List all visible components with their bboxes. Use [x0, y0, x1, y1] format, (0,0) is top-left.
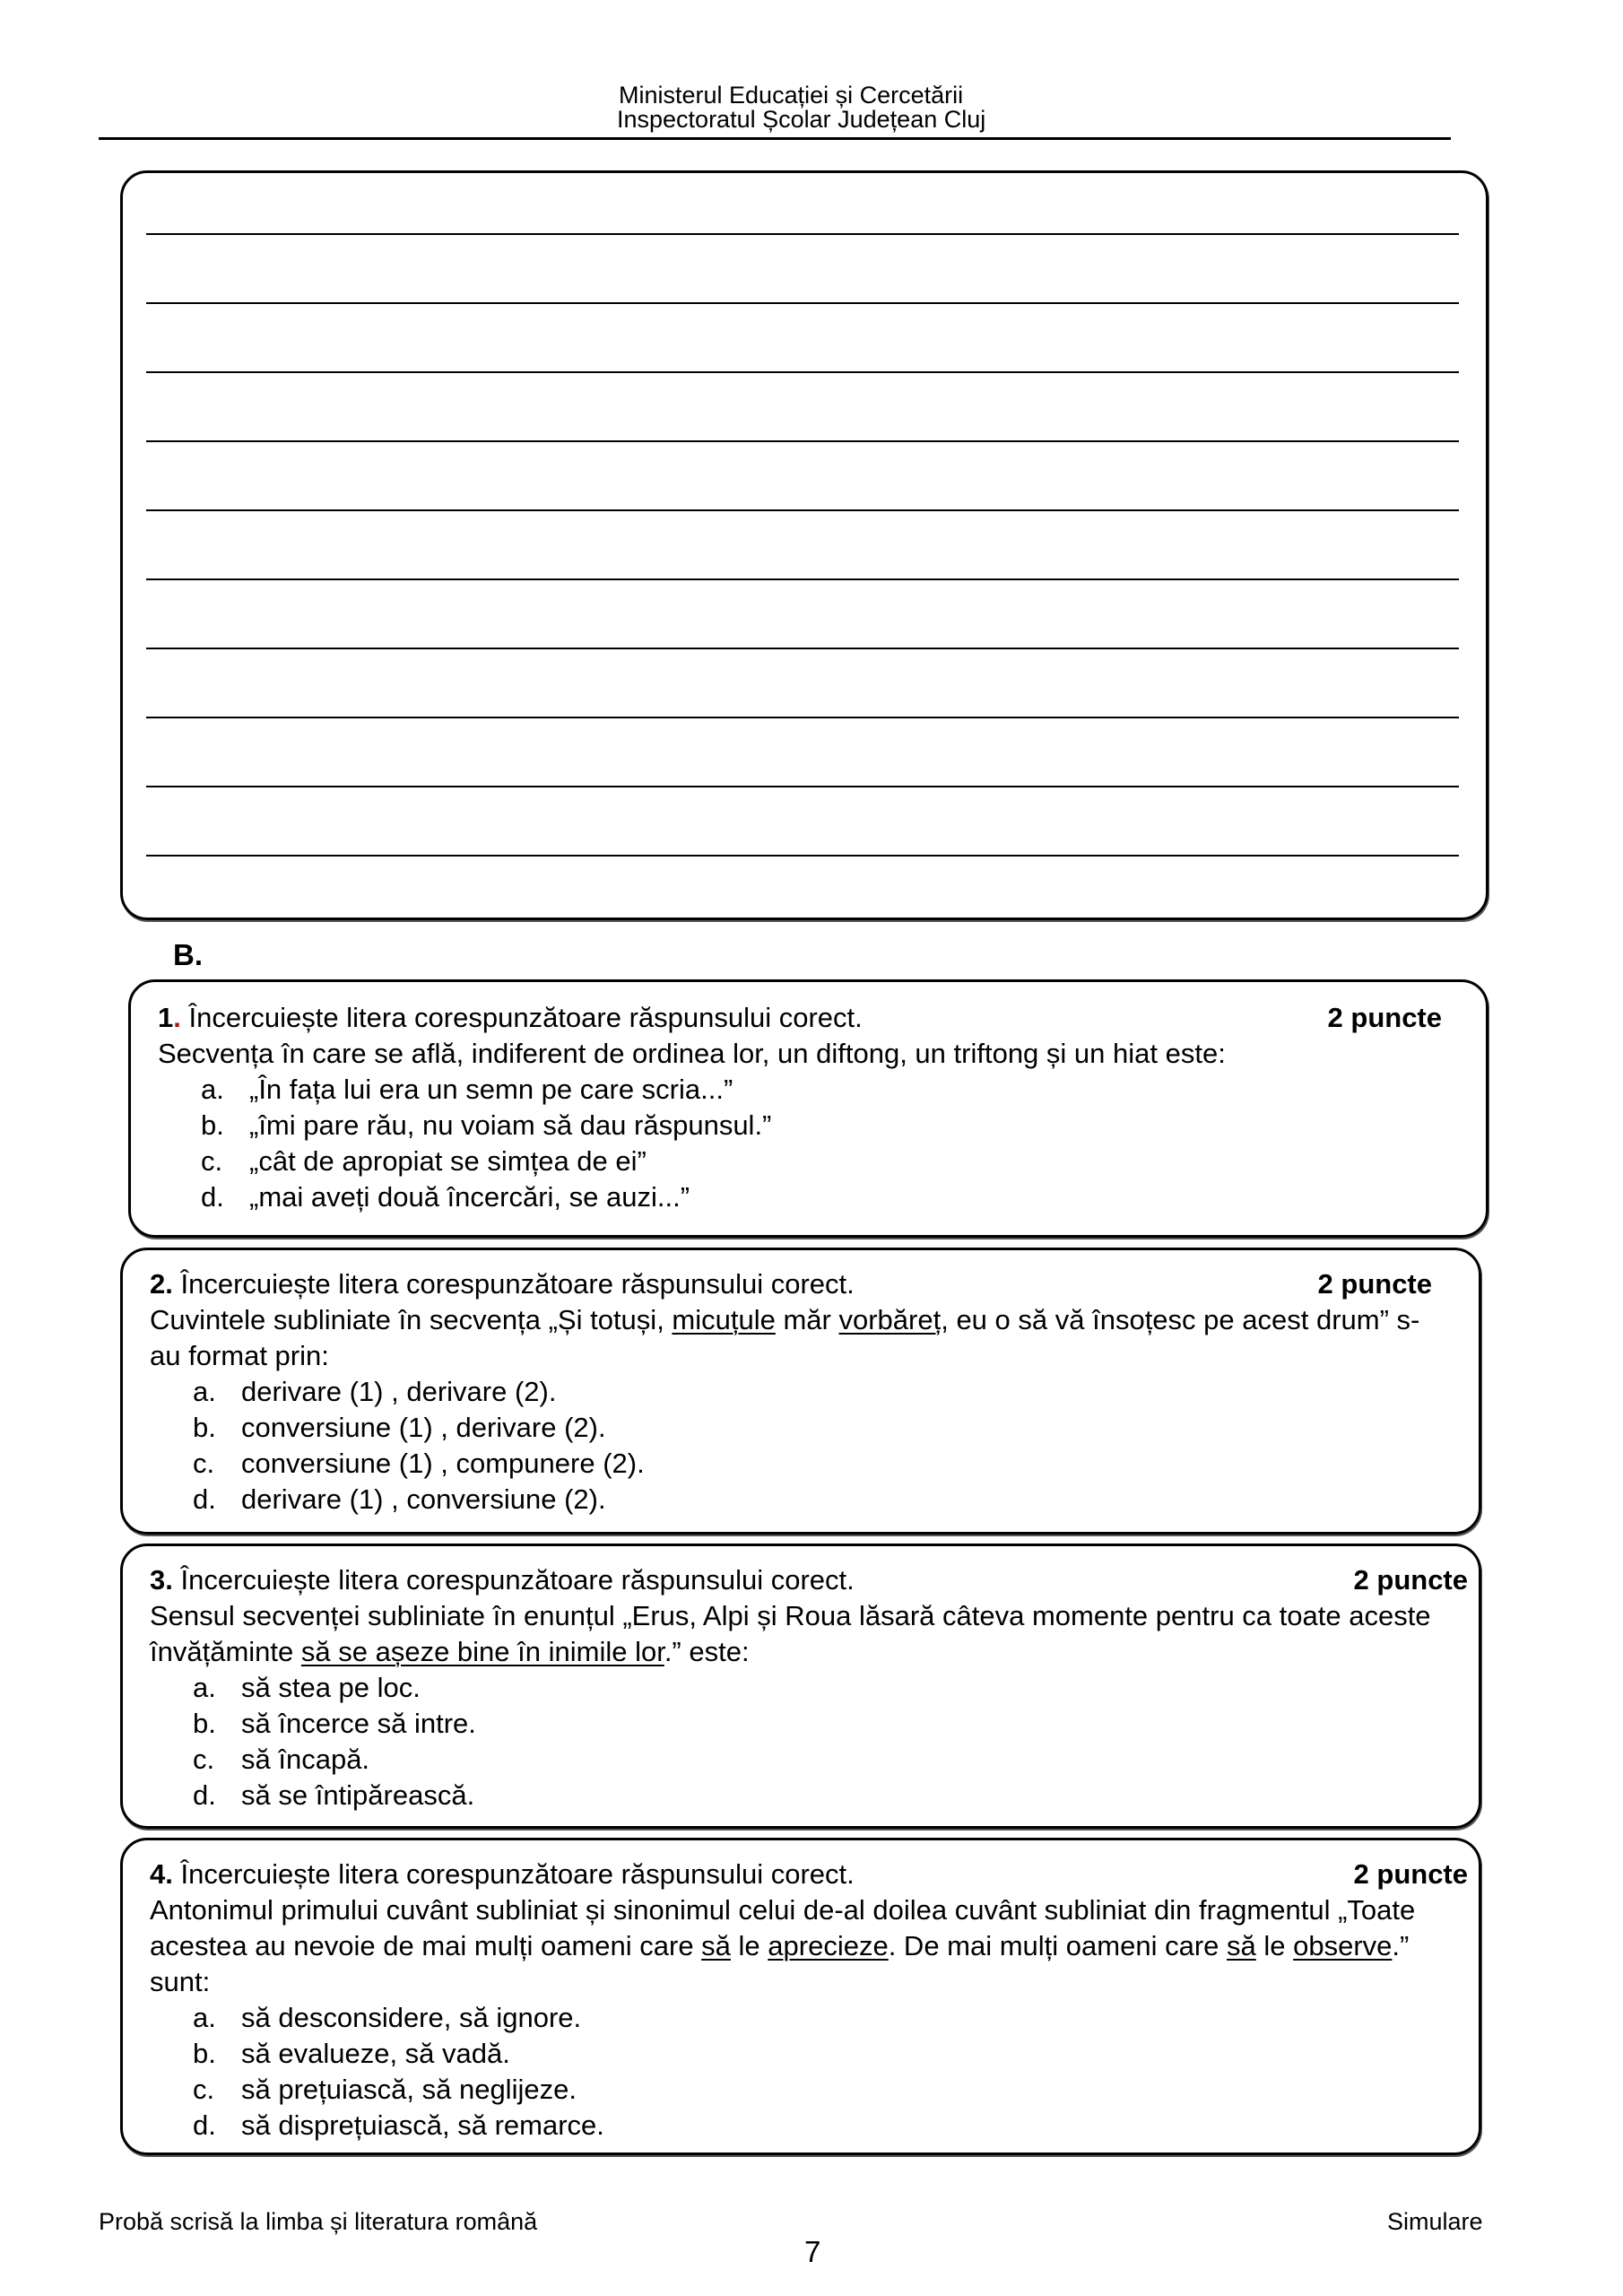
answer-line: [146, 648, 1459, 649]
answer-line: [146, 855, 1459, 857]
option-letter[interactable]: b.: [201, 1109, 224, 1141]
option-letter[interactable]: a.: [193, 1376, 216, 1407]
option-letter[interactable]: c.: [193, 2074, 215, 2105]
option-letter[interactable]: b.: [193, 1708, 216, 1739]
question-points: 2 puncte: [1353, 1858, 1468, 1890]
underlined-word: observe: [1293, 1930, 1393, 1961]
section-label: B.: [173, 938, 203, 971]
answer-option[interactable]: [150, 1778, 1468, 1813]
question-instruction: Încercuiește litera corespunzătoare răspunsului corect.: [172, 1858, 855, 1890]
answer-option[interactable]: [150, 1374, 1432, 1410]
answer-line: [146, 302, 1459, 304]
question-header: [150, 1857, 1468, 1892]
question-number: 4: [150, 1858, 166, 1890]
question-header: [150, 1562, 1468, 1598]
option-letter[interactable]: b.: [193, 1412, 216, 1443]
option-text: derivare (1) , conversiune (2).: [241, 1483, 606, 1515]
option-letter[interactable]: c.: [193, 1448, 215, 1479]
question-content: [150, 1857, 1468, 2144]
option-text: să disprețuiască, să remarce.: [241, 2109, 604, 2141]
stem-text: Secvența în care se află, indiferent de ordinea lor, un diftong, un triftong și un hiat este:: [158, 1038, 1226, 1069]
option-letter[interactable]: c.: [193, 1744, 215, 1775]
answer-line: [146, 440, 1459, 442]
question-header: [150, 1266, 1432, 1302]
option-letter[interactable]: b.: [193, 2038, 216, 2069]
question-4: [120, 1838, 1481, 2155]
answer-option[interactable]: [150, 1742, 1468, 1778]
answer-option[interactable]: [150, 2036, 1468, 2072]
page-number: 7: [804, 2235, 821, 2268]
option-text: conversiune (1) , compunere (2).: [241, 1448, 645, 1479]
stem-text: le: [730, 1930, 768, 1961]
stem-text: Cuvintele subliniate în secvența „Și totuși,: [150, 1304, 673, 1335]
question-header: [158, 1000, 1442, 1036]
answer-option[interactable]: [150, 2072, 1468, 2108]
answer-option[interactable]: [158, 1144, 1442, 1179]
question-number-dot: .: [165, 1268, 173, 1300]
option-letter[interactable]: a.: [193, 2002, 216, 2033]
underlined-word: vorbăreț: [838, 1304, 942, 1335]
answer-option[interactable]: [150, 2108, 1468, 2144]
stem-text: le: [1255, 1930, 1294, 1961]
underlined-word: să se așeze bine în inimile lor: [300, 1636, 664, 1667]
option-letter[interactable]: a.: [193, 1672, 216, 1703]
question-instruction: Încercuiește litera corespunzătoare răspunsului corect.: [172, 1564, 855, 1596]
question-content: [150, 1266, 1432, 1518]
question-number: 2: [150, 1268, 166, 1300]
question-number-dot: .: [173, 1002, 181, 1033]
answer-writing-box[interactable]: [120, 170, 1488, 920]
option-text: „îmi pare rău, nu voiam să dau răspunsul.”: [249, 1109, 772, 1141]
header-rule: [99, 137, 1451, 140]
option-letter[interactable]: c.: [201, 1145, 223, 1177]
option-letter[interactable]: d.: [193, 1483, 216, 1515]
option-text: să încerce să intre.: [241, 1708, 476, 1739]
question-stem: [150, 1302, 1432, 1374]
answer-line: [146, 509, 1459, 511]
stem-text: Antonimul primului cuvânt subliniat și sinonimul celui de-al doilea cuvânt subliniat din fragmentul „Toate acestea au nevoie de mai mulți oameni care: [150, 1894, 1416, 1961]
underlined-word: aprecieze: [768, 1930, 889, 1961]
stem-text: Sensul secvenței subliniate în enunțul „Erus, Alpi și Roua lăsară câteva momente pentru ca toate aceste învățăminte: [150, 1600, 1431, 1667]
question-number-dot: .: [165, 1858, 173, 1890]
option-letter[interactable]: d.: [193, 1779, 216, 1811]
answer-option[interactable]: [150, 1482, 1432, 1518]
question-stem: [150, 1598, 1468, 1670]
stem-text: .” sunt:: [150, 1930, 1410, 1997]
question-number: 1: [158, 1002, 174, 1033]
answer-option[interactable]: [158, 1108, 1442, 1144]
answer-line: [146, 578, 1459, 580]
question-stem: [158, 1036, 1442, 1072]
answer-option[interactable]: [158, 1179, 1442, 1215]
option-text: conversiune (1) , derivare (2).: [241, 1412, 606, 1443]
option-text: să evalueze, să vadă.: [241, 2038, 510, 2069]
underlined-word: să: [701, 1930, 731, 1961]
question-points: 2 puncte: [1327, 1002, 1442, 1033]
footer-simulation-label: Simulare: [1387, 2208, 1483, 2235]
question-content: [150, 1562, 1468, 1813]
option-text: „mai aveți două încercări, se auzi...”: [249, 1181, 690, 1213]
footer-exam-title: Probă scrisă la limba și literatura română: [99, 2208, 538, 2235]
question-3: [120, 1544, 1481, 1829]
option-text: să stea pe loc.: [241, 1672, 421, 1703]
question-points: 2 puncte: [1317, 1268, 1432, 1300]
answer-line: [146, 786, 1459, 787]
answer-option[interactable]: [150, 1446, 1432, 1482]
question-instruction: Încercuiește litera corespunzătoare răspunsului corect.: [172, 1268, 855, 1300]
underlined-word: să: [1227, 1930, 1256, 1961]
question-instruction: Încercuiește litera corespunzătoare răspunsului corect.: [180, 1002, 863, 1033]
answer-line: [146, 233, 1459, 235]
header-inspectorate: Inspectoratul Școlar Județean Cluj: [617, 106, 986, 133]
option-letter[interactable]: a.: [201, 1074, 224, 1105]
option-text: să se întipărească.: [241, 1779, 475, 1811]
question-number: 3: [150, 1564, 166, 1596]
option-text: „cât de apropiat se simțea de ei”: [249, 1145, 647, 1177]
option-text: „În fața lui era un semn pe care scria...”: [249, 1074, 733, 1105]
stem-text: , eu o să vă însoțesc pe acest drum” s-au format prin:: [150, 1304, 1420, 1371]
stem-text: . De mai mulți oameni care: [888, 1930, 1228, 1961]
option-letter[interactable]: d.: [201, 1181, 224, 1213]
option-letter[interactable]: d.: [193, 2109, 216, 2141]
answer-option[interactable]: [150, 1670, 1468, 1706]
option-text: să prețuiască, să neglijeze.: [241, 2074, 577, 2105]
option-text: derivare (1) , derivare (2).: [241, 1376, 557, 1407]
stem-text: .” este:: [664, 1636, 750, 1667]
question-number-dot: .: [165, 1564, 173, 1596]
option-text: să încapă.: [241, 1744, 370, 1775]
answer-line: [146, 717, 1459, 718]
question-content: [158, 1000, 1442, 1215]
answer-option[interactable]: [150, 2000, 1468, 2036]
question-1: [128, 979, 1488, 1238]
option-text: să desconsidere, să ignore.: [241, 2002, 582, 2033]
underlined-word: micuțule: [672, 1304, 776, 1335]
question-points: 2 puncte: [1353, 1564, 1468, 1596]
answer-line: [146, 371, 1459, 373]
stem-text: măr: [775, 1304, 839, 1335]
answer-option[interactable]: [150, 1410, 1432, 1446]
header-ministry: Ministerul Educației și Cercetării: [619, 82, 964, 109]
question-stem: [150, 1892, 1468, 2000]
answer-option[interactable]: [158, 1072, 1442, 1108]
question-2: [120, 1248, 1481, 1535]
answer-option[interactable]: [150, 1706, 1468, 1742]
